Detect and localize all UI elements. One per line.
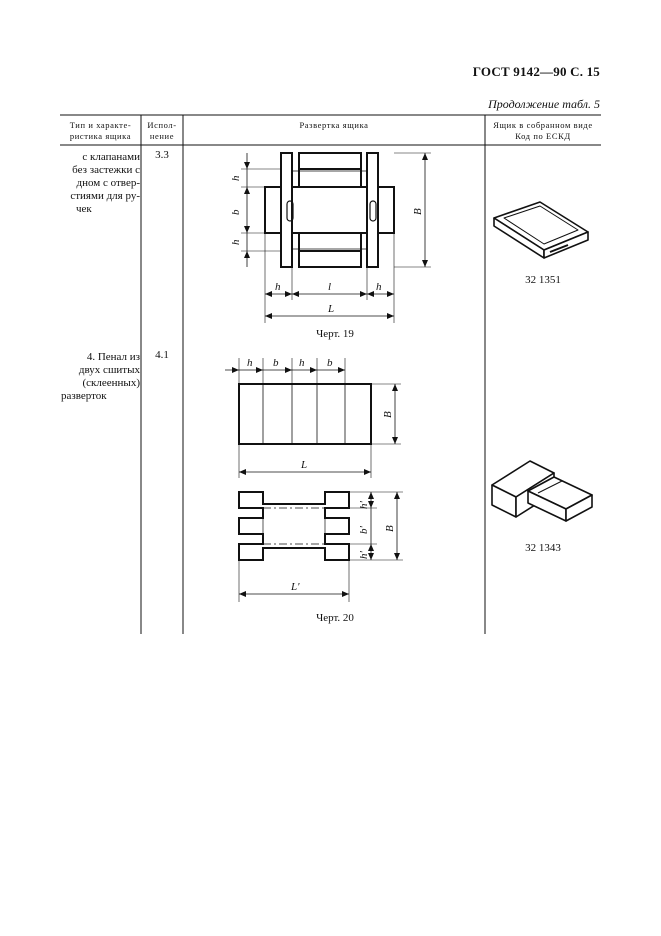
dim-h2: h (299, 357, 305, 369)
dim-h1: h (247, 357, 253, 369)
row1-type-cell: с клапанами без застежки с дном с отвер- стиями для ру- чек (70, 151, 140, 215)
dim-h-left: h (275, 281, 281, 293)
dim-h-right: h (376, 281, 382, 293)
column-header-assembled: Ящик в собранном виде Код по ЕСКД (493, 120, 593, 141)
dim-l: l (328, 281, 332, 293)
dim-b-prime: b' (358, 526, 370, 534)
dim-L: L (301, 459, 308, 471)
drawing-19 (225, 145, 445, 330)
dim-L-prime: L' (291, 581, 300, 593)
dim-h-bottom: h (230, 239, 242, 245)
row2-execution: 4.1 (155, 349, 169, 361)
assembled-box-tray-image (488, 198, 600, 262)
dim-b: b (230, 209, 242, 215)
dim-L: L (328, 303, 335, 315)
drawing-20 (225, 352, 415, 608)
code-row2: 32 1343 (525, 542, 561, 554)
table-continuation: Продолжение табл. 5 (488, 97, 600, 111)
dim-h1-prime: h' (358, 501, 370, 509)
column-header-scan: Развертка ящика (299, 120, 369, 130)
assembled-box-case-image (488, 455, 600, 525)
row2-type-cell: 4. Пенал из двух сшитых (склеенных) разверток (61, 351, 140, 402)
dim-h-top: h (230, 175, 242, 181)
page-header: ГОСТ 9142—90 С. 15 (472, 64, 600, 79)
column-header-type: Тип и характе- ристика ящика (69, 120, 132, 141)
dim-h2-prime: h' (358, 551, 370, 559)
dim-B-top: B (382, 411, 394, 418)
dim-B: B (412, 208, 424, 215)
caption-19: Черт. 19 (316, 328, 354, 340)
dim-B-bottom: B (384, 525, 396, 532)
code-row1: 32 1351 (525, 274, 561, 286)
dim-b2: b (327, 357, 333, 369)
dim-b1: b (273, 357, 279, 369)
caption-20: Черт. 20 (316, 612, 354, 624)
row1-execution: 3.3 (155, 149, 169, 161)
column-header-execution: Испол- нение (147, 120, 177, 141)
